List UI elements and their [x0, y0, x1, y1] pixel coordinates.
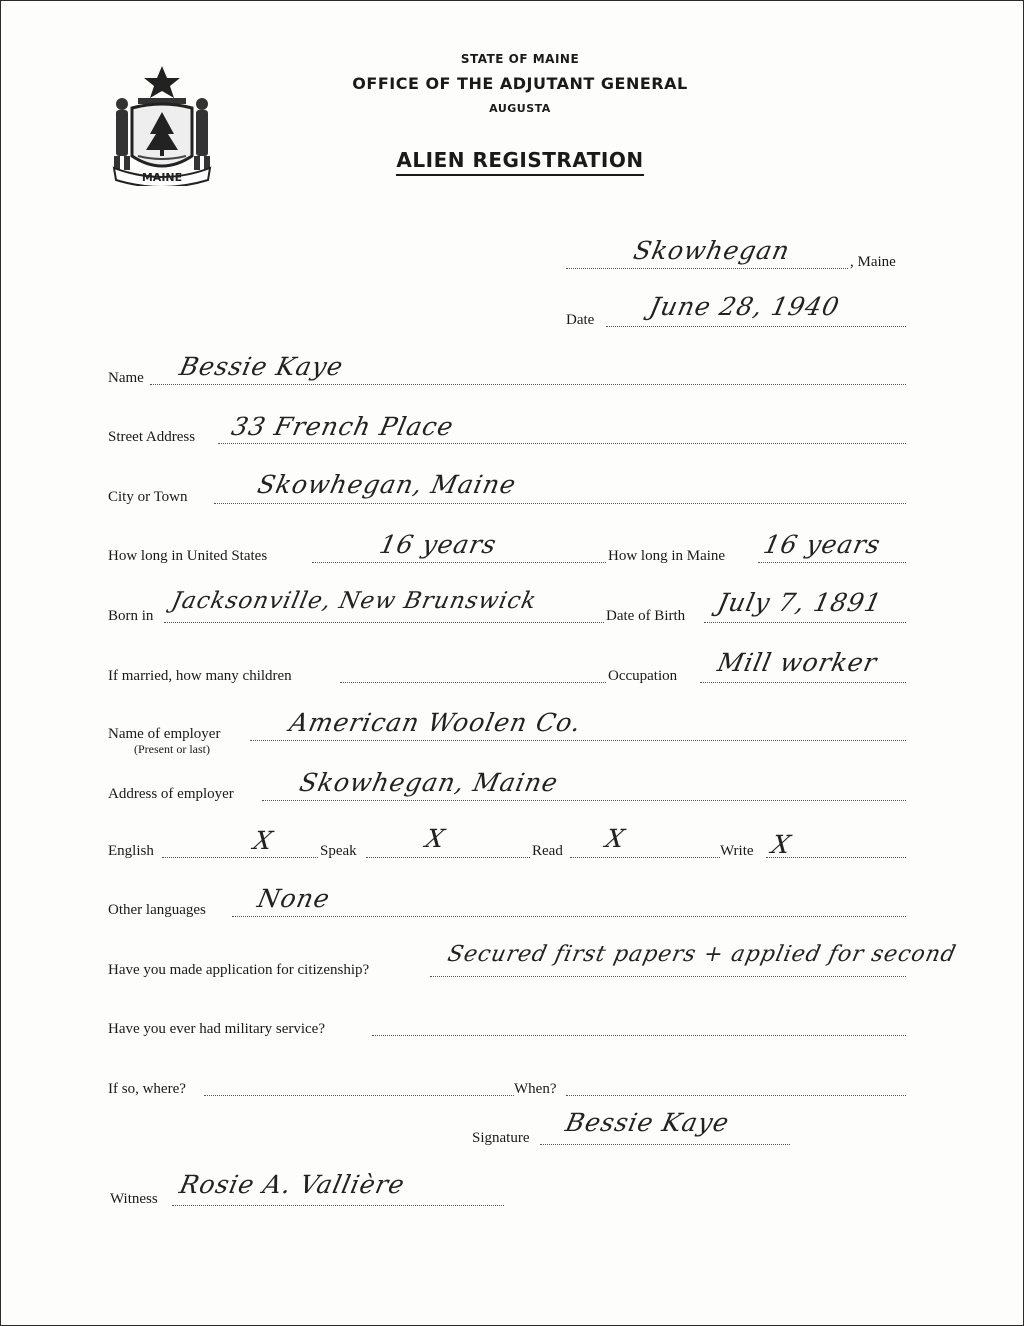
street-value: 33 French Place	[228, 412, 457, 441]
witness-label: Witness	[110, 1191, 158, 1207]
us-duration-label: How long in United States	[108, 548, 268, 564]
signature-label: Signature	[472, 1130, 530, 1146]
dob-label: Date of Birth	[606, 608, 686, 624]
street-label: Street Address	[108, 429, 196, 445]
military-line	[372, 1035, 906, 1036]
us-duration-value: 16 years	[376, 530, 500, 559]
english-label: English	[108, 843, 154, 859]
other-languages-label: Other languages	[108, 902, 206, 918]
citizenship-label: Have you made application for citizenship?	[108, 962, 370, 978]
maine-duration-label: How long in Maine	[608, 548, 726, 564]
us-duration-line	[312, 562, 606, 563]
place-line	[566, 268, 848, 269]
citizenship-line	[430, 976, 906, 977]
birthplace-label: Born in	[108, 608, 154, 624]
citizenship-value: Secured first papers + applied for second	[445, 942, 959, 967]
birthplace-value: Jacksonville, New Brunswick	[169, 588, 540, 614]
occupation-line	[700, 682, 906, 683]
read-label: Read	[532, 843, 563, 859]
occupation-value: Mill worker	[714, 648, 880, 677]
employer-sublabel: (Present or last)	[134, 742, 210, 756]
place-value: Skowhegan	[630, 236, 793, 265]
employer-value: American Woolen Co.	[286, 708, 585, 737]
city-label: City or Town	[108, 489, 188, 505]
write-value: X	[768, 830, 794, 859]
english-value: X	[250, 826, 276, 855]
header-office: OFFICE OF THE ADJUTANT GENERAL	[352, 74, 688, 93]
city-line	[214, 503, 906, 504]
date-value: June 28, 1940	[646, 292, 843, 321]
svg-text:MAINE: MAINE	[141, 171, 183, 184]
name-line	[150, 384, 906, 385]
date-line	[606, 326, 906, 327]
form-title: ALIEN REGISTRATION	[8, 148, 1024, 172]
date-label: Date	[566, 312, 595, 328]
military-label: Have you ever had military service?	[108, 1021, 325, 1037]
place-suffix: , Maine	[850, 254, 896, 270]
occupation-label: Occupation	[608, 668, 678, 684]
children-line	[340, 682, 606, 683]
read-line	[570, 857, 720, 858]
employer-address-value: Skowhegan, Maine	[296, 768, 562, 797]
where-label: If so, where?	[108, 1081, 186, 1097]
employer-address-line	[262, 800, 906, 801]
other-languages-line	[232, 916, 906, 917]
name-label: Name	[108, 370, 144, 386]
where-line	[204, 1095, 514, 1096]
name-value: Bessie Kaye	[176, 352, 347, 381]
header-city: AUGUSTA	[489, 102, 551, 115]
birthplace-line	[164, 622, 604, 623]
maine-duration-line	[758, 562, 906, 563]
witness-line	[172, 1205, 504, 1206]
employer-label: Name of employer	[108, 726, 221, 742]
read-value: X	[602, 824, 628, 853]
street-line	[218, 443, 906, 444]
dob-value: July 7, 1891	[714, 588, 885, 617]
other-languages-value: None	[254, 884, 333, 913]
maine-duration-value: 16 years	[760, 530, 884, 559]
english-line	[162, 857, 318, 858]
employer-line	[250, 740, 906, 741]
write-label: Write	[720, 843, 754, 859]
speak-line	[366, 857, 530, 858]
witness-value: Rosie A. Vallière	[176, 1170, 408, 1199]
header-state: STATE OF MAINE	[460, 52, 580, 66]
signature-value: Bessie Kaye	[562, 1108, 733, 1137]
when-line	[566, 1095, 906, 1096]
city-value: Skowhegan, Maine	[254, 470, 520, 499]
dob-line	[704, 622, 906, 623]
speak-label: Speak	[320, 843, 357, 859]
signature-line	[540, 1144, 790, 1145]
employer-address-label: Address of employer	[108, 786, 234, 802]
when-label: When?	[514, 1081, 557, 1097]
speak-value: X	[422, 824, 448, 853]
children-label: If married, how many children	[108, 668, 292, 684]
